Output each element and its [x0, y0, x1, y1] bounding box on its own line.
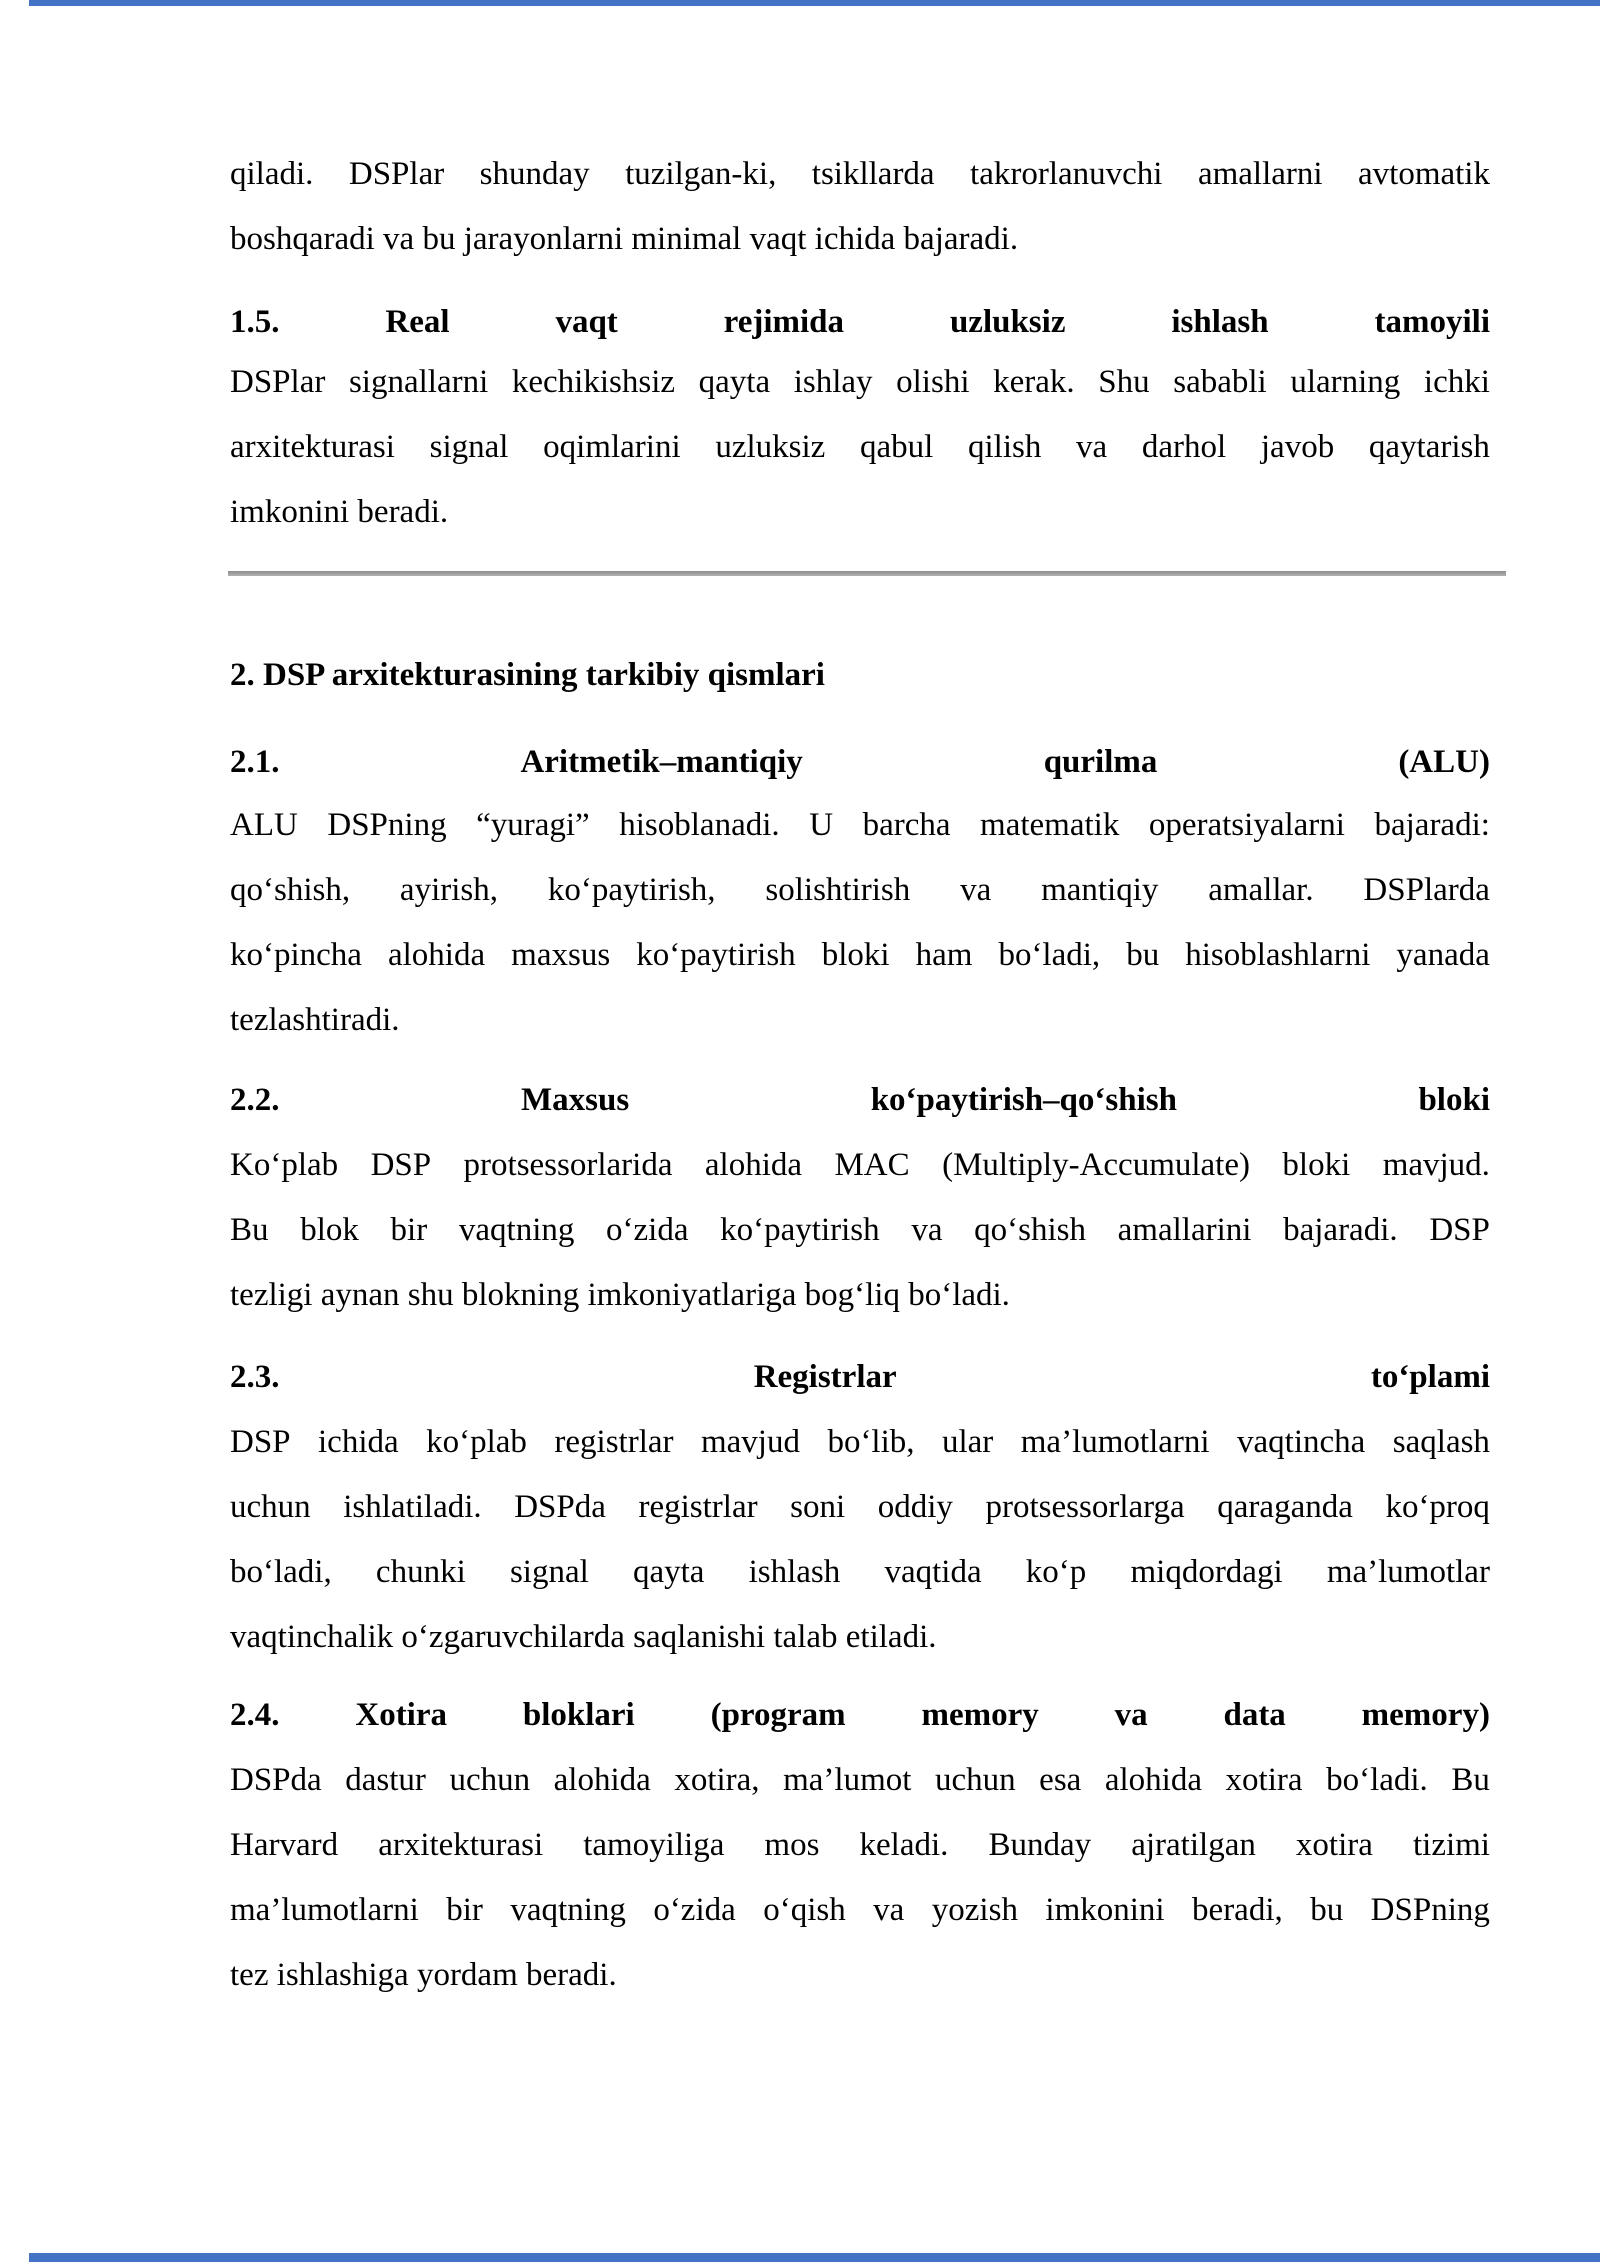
text-line	[230, 1198, 1490, 1263]
word: solishtirish	[765, 872, 911, 908]
word: amallar.	[1208, 872, 1314, 908]
word: ko‘paytirish	[636, 937, 796, 973]
word: U	[809, 807, 834, 843]
word: Harvard	[230, 1827, 339, 1863]
word: bir	[390, 1212, 428, 1248]
word: imkonini	[1045, 1892, 1165, 1928]
word: data	[1223, 1697, 1286, 1733]
word: bloki	[821, 937, 890, 973]
word: qiladi.	[230, 156, 314, 192]
horizontal-rule	[228, 571, 1506, 576]
word: ham	[915, 937, 973, 973]
word: esa	[1039, 1762, 1082, 1798]
word: hisoblashlarni	[1185, 937, 1371, 973]
text-line	[230, 858, 1490, 923]
paragraph-realtime	[230, 350, 1490, 545]
word: memory	[921, 1697, 1039, 1733]
word: mos	[764, 1827, 820, 1863]
word: 2.1.	[230, 744, 280, 780]
word: uzluksiz	[949, 304, 1066, 340]
word: xotira	[1295, 1827, 1373, 1863]
text-line: boshqaradi va bu jarayonlarni minimal vaqt ichida bajaradi.	[230, 221, 1019, 257]
word: chunki	[375, 1554, 466, 1590]
word: qilish	[968, 429, 1042, 465]
word: va	[1114, 1697, 1148, 1733]
word: Xotira	[355, 1697, 447, 1733]
word: DSPning	[327, 807, 447, 843]
word: Bu	[1451, 1762, 1490, 1798]
word: uchun	[449, 1762, 531, 1798]
word: yozish	[931, 1892, 1018, 1928]
text-line	[230, 730, 1490, 795]
word: ko‘pincha	[230, 937, 362, 973]
text-line	[230, 142, 1490, 207]
word: registrlar	[554, 1424, 674, 1460]
word: ko‘paytirish–qo‘shish	[870, 1082, 1177, 1118]
word: qaraganda	[1217, 1489, 1353, 1525]
word: barcha	[862, 807, 951, 843]
word: to‘plami	[1370, 1359, 1490, 1395]
word: bo‘ladi,	[230, 1554, 332, 1590]
word: bajaradi.	[1283, 1212, 1398, 1248]
word: protsessorlarga	[985, 1489, 1185, 1525]
word: bo‘lib,	[827, 1424, 915, 1460]
word: beradi,	[1192, 1892, 1283, 1928]
word: 2.3.	[230, 1359, 280, 1395]
word: arxitekturasi	[230, 429, 395, 465]
word: qo‘shish,	[230, 872, 351, 908]
word: registrlar	[638, 1489, 758, 1525]
text-line	[230, 1345, 1490, 1410]
word: rejimida	[723, 304, 845, 340]
word: alohida	[704, 1147, 803, 1183]
word: vaqtida	[884, 1554, 982, 1590]
word: uchun	[934, 1762, 1016, 1798]
word: MAC	[834, 1147, 910, 1183]
word: vaqtning	[458, 1212, 575, 1248]
section-heading-2	[230, 643, 1490, 708]
word: bloki	[1418, 1082, 1490, 1118]
word: Bunday	[988, 1827, 1092, 1863]
word: saqlash	[1392, 1424, 1490, 1460]
word: ajratilgan	[1131, 1827, 1256, 1863]
word: oddiy	[877, 1489, 953, 1525]
word: ko‘p	[1025, 1554, 1087, 1590]
word: tsikllarda	[811, 156, 935, 192]
text-line	[230, 415, 1490, 480]
text-line	[230, 1878, 1490, 1943]
word: qurilma	[1043, 744, 1158, 780]
text-line	[230, 1540, 1490, 1605]
word: ishlash	[1171, 304, 1269, 340]
section-heading-2-2	[230, 1068, 1490, 1133]
section-heading-2-4	[230, 1683, 1490, 1748]
word: hisoblanadi.	[619, 807, 780, 843]
word: ishlay	[793, 364, 873, 400]
word: signallarni	[348, 364, 489, 400]
word: DSP	[370, 1147, 432, 1183]
word: “yuragi”	[476, 807, 590, 843]
word: blok	[300, 1212, 359, 1248]
word: ma’lumotlarni	[230, 1892, 419, 1928]
word: sababli	[1173, 364, 1267, 400]
word: ALU	[230, 807, 298, 843]
word: ichida	[318, 1424, 399, 1460]
text-line	[230, 290, 1490, 355]
word: Registrlar	[753, 1359, 897, 1395]
text-line	[230, 1683, 1490, 1748]
word: Bu	[230, 1212, 269, 1248]
text-line: vaqtinchalik o‘zgaruvchilarda saqlanishi talab etiladi.	[230, 1619, 937, 1655]
word: ishlash	[748, 1554, 841, 1590]
word: DSP	[230, 1424, 291, 1460]
paragraph-alu	[230, 793, 1490, 1053]
text-line: tez ishlashiga yordam beradi.	[230, 1957, 617, 1993]
word: bo‘ladi,	[998, 937, 1101, 973]
text-line	[230, 923, 1490, 988]
word: Shu	[1098, 364, 1150, 400]
word: matematik	[980, 807, 1120, 843]
word: tuzilgan-ki,	[625, 156, 777, 192]
word: DSPda	[230, 1762, 322, 1798]
word: (program	[710, 1697, 846, 1733]
word: ayirish,	[399, 872, 498, 908]
section-heading-1-5	[230, 290, 1490, 355]
word: xotira,	[674, 1762, 760, 1798]
word: avtomatik	[1358, 156, 1490, 192]
word: takrorlanuvchi	[970, 156, 1163, 192]
word: qo‘shish	[974, 1212, 1086, 1248]
page-bottom-border	[29, 2253, 1600, 2262]
word: Maxsus	[521, 1082, 630, 1118]
word: va	[1076, 429, 1108, 465]
word: mavjud.	[1382, 1147, 1490, 1183]
word: signal	[509, 1554, 589, 1590]
text-line	[230, 1475, 1490, 1540]
word: ma’lumot	[783, 1762, 912, 1798]
word: DSP	[1429, 1212, 1490, 1248]
word: 2.2.	[230, 1082, 280, 1118]
word: protsessorlarida	[463, 1147, 673, 1183]
text-line	[230, 1068, 1490, 1133]
word: DSPlar	[230, 364, 326, 400]
word: 2.4.	[230, 1697, 280, 1733]
word: alohida	[387, 937, 486, 973]
word: miqdordagi	[1130, 1554, 1283, 1590]
word: DSPning	[1370, 1892, 1490, 1928]
word: ichki	[1423, 364, 1490, 400]
word: ularning	[1290, 364, 1401, 400]
word: ko‘paytirish,	[547, 872, 716, 908]
word: ko‘proq	[1385, 1489, 1490, 1525]
text-line	[230, 350, 1490, 415]
paragraph-loop-continuation	[230, 142, 1490, 272]
word: bajaradi:	[1374, 807, 1490, 843]
word: qaytarish	[1368, 429, 1490, 465]
word: amallarini	[1117, 1212, 1252, 1248]
word: bir	[446, 1892, 483, 1928]
word: o‘zida	[653, 1892, 736, 1928]
text-line	[230, 793, 1490, 858]
word: qabul	[859, 429, 934, 465]
word: dastur	[345, 1762, 426, 1798]
word: tamoyiliga	[583, 1827, 725, 1863]
text-line: 2. DSP arxitekturasining tarkibiy qismlari	[230, 657, 825, 693]
word: bloklari	[522, 1697, 635, 1733]
word: memory)	[1361, 1697, 1490, 1733]
word: vaqtning	[510, 1892, 626, 1928]
word: qayta	[698, 364, 771, 400]
word: vaqt	[555, 304, 618, 340]
word: Real	[385, 304, 450, 340]
word: soni	[790, 1489, 846, 1525]
word: kerak.	[993, 364, 1075, 400]
word: ishlatiladi.	[343, 1489, 482, 1525]
word: va	[873, 1892, 905, 1928]
word: va	[960, 872, 992, 908]
paragraph-mac	[230, 1133, 1490, 1328]
paragraph-memory	[230, 1748, 1490, 2008]
word: alohida	[553, 1762, 651, 1798]
text-line	[230, 1748, 1490, 1813]
section-heading-2-1	[230, 730, 1490, 795]
word: (ALU)	[1398, 744, 1490, 780]
word: alohida	[1104, 1762, 1202, 1798]
paragraph-registers	[230, 1410, 1490, 1670]
word: kechikishsiz	[511, 364, 676, 400]
word: signal	[429, 429, 509, 465]
word: bu	[1126, 937, 1160, 973]
word: amallarni	[1197, 156, 1323, 192]
word: mantiqiy	[1041, 872, 1159, 908]
section-heading-2-3	[230, 1345, 1490, 1410]
word: o‘qish	[763, 1892, 846, 1928]
word: shunday	[479, 156, 590, 192]
word: 1.5.	[230, 304, 280, 340]
text-line: tezlashtiradi.	[230, 1002, 400, 1038]
word: oqimlarini	[543, 429, 681, 465]
word: mavjud	[700, 1424, 800, 1460]
word: DSPlarda	[1363, 872, 1490, 908]
word: bu	[1310, 1892, 1344, 1928]
word: maxsus	[511, 937, 611, 973]
word: Ko‘plab	[230, 1147, 339, 1183]
word: tizimi	[1412, 1827, 1490, 1863]
word: javob	[1260, 429, 1335, 465]
word: uchun	[230, 1489, 311, 1525]
word: arxitekturasi	[378, 1827, 544, 1863]
word: bloki	[1282, 1147, 1351, 1183]
word: ko‘paytirish	[720, 1212, 880, 1248]
text-line	[230, 1813, 1490, 1878]
word: olishi	[896, 364, 970, 400]
word: yanada	[1396, 937, 1490, 973]
word: keladi.	[859, 1827, 949, 1863]
word: bo‘ladi.	[1326, 1762, 1428, 1798]
text-line	[230, 1133, 1490, 1198]
word: (Multiply-Accumulate)	[942, 1147, 1250, 1183]
word: uzluksiz	[715, 429, 826, 465]
word: DSPlar	[348, 156, 445, 192]
word: Aritmetik–mantiqiy	[520, 744, 803, 780]
word: qayta	[632, 1554, 705, 1590]
text-line: imkonini beradi.	[230, 494, 449, 530]
word: va	[911, 1212, 943, 1248]
word: DSPda	[514, 1489, 606, 1525]
word: darhol	[1141, 429, 1227, 465]
word: vaqtincha	[1237, 1424, 1366, 1460]
word: o‘zida	[606, 1212, 689, 1248]
word: operatsiyalarni	[1148, 807, 1345, 843]
text-line	[230, 1410, 1490, 1475]
word: ma’lumotlar	[1326, 1554, 1490, 1590]
word: xotira	[1225, 1762, 1303, 1798]
text-line: tezligi aynan shu blokning imkoniyatlariga bog‘liq bo‘ladi.	[230, 1277, 1010, 1313]
word: ko‘plab	[426, 1424, 527, 1460]
word: ular	[941, 1424, 994, 1460]
word: ma’lumotlarni	[1020, 1424, 1210, 1460]
word: tamoyili	[1374, 304, 1490, 340]
